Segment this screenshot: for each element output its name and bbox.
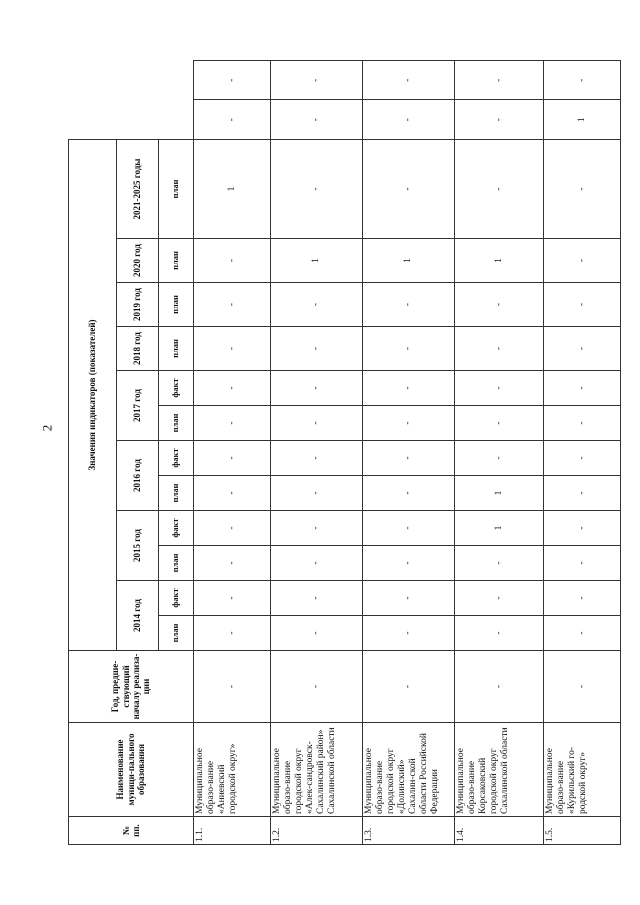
row-value-cell: - xyxy=(194,511,271,546)
row-name: Муниципальное образо-вание городской округ «Долинский» Сахалин-ской области Российской Федерации xyxy=(363,723,455,817)
row-value-cell: - xyxy=(271,616,363,651)
row-value-cell: 1 xyxy=(363,239,455,283)
row-value-cell: - xyxy=(363,546,455,581)
row-value-cell: - xyxy=(271,441,363,476)
row-value-cell: - xyxy=(363,61,455,101)
header-period: 2020 год xyxy=(117,239,159,283)
row-value-cell: - xyxy=(455,327,544,371)
row-value-cell: - xyxy=(271,283,363,327)
row-value-cell: - xyxy=(455,581,544,616)
row-value-cell: - xyxy=(194,616,271,651)
row-value-cell: - xyxy=(455,441,544,476)
header-period: 2018 год xyxy=(117,327,159,371)
row-value-cell: - xyxy=(363,511,455,546)
header-period: 2016 год xyxy=(117,441,159,511)
row-value-cell: - xyxy=(544,476,621,511)
row-value-cell: - xyxy=(363,283,455,327)
header-fact: факт xyxy=(159,511,194,546)
row-value-cell: - xyxy=(544,546,621,581)
header-period: 2015 год xyxy=(117,511,159,581)
header-plan: план xyxy=(159,239,194,283)
indicators-table xyxy=(68,60,621,845)
rotated-table-area xyxy=(68,60,588,845)
header-period: 2017 год xyxy=(117,371,159,441)
header-plan: план xyxy=(159,283,194,327)
row-value-cell: - xyxy=(271,371,363,406)
row-value-cell: - xyxy=(544,327,621,371)
row-name: Муниципальное образо-вание «Курильский го-родской округ» xyxy=(544,723,621,817)
row-value-cell: - xyxy=(363,616,455,651)
row-year-before: - xyxy=(544,651,621,723)
row-value-cell: - xyxy=(271,406,363,441)
row-value-cell: - xyxy=(544,239,621,283)
row-year-before: - xyxy=(363,651,455,723)
row-year-before: - xyxy=(194,651,271,723)
table-row xyxy=(363,61,455,845)
header-year-before: Год, предше-ствующий началу реализа-ции xyxy=(69,651,194,723)
row-value-cell: - xyxy=(194,61,271,101)
row-num: 1.4. xyxy=(455,817,544,845)
row-value-cell: - xyxy=(544,283,621,327)
header-name: Наименование муници-пального образования xyxy=(69,723,194,817)
table-row xyxy=(271,61,363,845)
row-value-cell: - xyxy=(455,100,544,139)
row-value-cell: - xyxy=(455,616,544,651)
row-value-cell: - xyxy=(455,139,544,238)
row-value-cell: - xyxy=(544,511,621,546)
table-wrapper xyxy=(68,60,588,845)
row-value-cell: 1 xyxy=(194,139,271,238)
row-value-cell: 1 xyxy=(455,511,544,546)
row-value-cell: - xyxy=(194,283,271,327)
row-value-cell: - xyxy=(271,476,363,511)
row-value-cell: - xyxy=(544,406,621,441)
row-value-cell: - xyxy=(194,100,271,139)
header-plan: план xyxy=(159,327,194,371)
row-value-cell: - xyxy=(544,371,621,406)
row-value-cell: - xyxy=(194,371,271,406)
row-value-cell: - xyxy=(194,476,271,511)
row-value-cell: - xyxy=(455,371,544,406)
row-value-cell: 1 xyxy=(271,239,363,283)
row-value-cell: - xyxy=(363,327,455,371)
header-fact: факт xyxy=(159,371,194,406)
header-num: № пп. xyxy=(69,817,194,845)
row-value-cell: - xyxy=(194,441,271,476)
row-num: 1.2. xyxy=(271,817,363,845)
row-num: 1.5. xyxy=(544,817,621,845)
row-value-cell: - xyxy=(544,581,621,616)
row-year-before: - xyxy=(455,651,544,723)
table-row xyxy=(455,61,544,845)
row-value-cell: - xyxy=(363,441,455,476)
header-fact: факт xyxy=(159,581,194,616)
row-value-cell: - xyxy=(363,581,455,616)
header-indicators: Значения индикаторов (показателей) xyxy=(69,139,117,650)
row-value-cell: 1 xyxy=(544,100,621,139)
row-value-cell: - xyxy=(194,327,271,371)
row-value-cell: - xyxy=(363,100,455,139)
page-number: 2 xyxy=(39,424,55,432)
row-value-cell: - xyxy=(363,371,455,406)
row-name: Муниципальное образо-вание Корсаковский городской округ Сахалинской области xyxy=(455,723,544,817)
row-value-cell: - xyxy=(194,581,271,616)
header-plan: план xyxy=(159,616,194,651)
row-value-cell: - xyxy=(271,581,363,616)
table-row xyxy=(544,61,621,845)
row-name: Муниципальное образо-вание городской округ «Алек-сандровск-Сахалинский район» Сахалинской области xyxy=(271,723,363,817)
row-name: Муниципальное образо-вание «Аниевский городской округ» xyxy=(194,723,271,817)
header-plan: план xyxy=(159,546,194,581)
row-value-cell: - xyxy=(271,139,363,238)
row-value-cell: - xyxy=(271,61,363,101)
row-value-cell: - xyxy=(271,100,363,139)
row-value-cell: - xyxy=(194,239,271,283)
row-value-cell: - xyxy=(363,476,455,511)
row-value-cell: - xyxy=(455,546,544,581)
row-num: 1.3. xyxy=(363,817,455,845)
row-value-cell: 1 xyxy=(455,476,544,511)
row-value-cell: - xyxy=(194,546,271,581)
header-period: 2021-2025 годы xyxy=(117,139,159,238)
header-fact: факт xyxy=(159,441,194,476)
row-value-cell: - xyxy=(271,327,363,371)
header-plan: план xyxy=(159,406,194,441)
row-value-cell: - xyxy=(544,61,621,101)
header-plan: план xyxy=(159,476,194,511)
table-row xyxy=(194,61,271,845)
header-period: 2014 год xyxy=(117,581,159,651)
row-year-before: - xyxy=(271,651,363,723)
row-value-cell: - xyxy=(455,283,544,327)
row-value-cell: - xyxy=(363,139,455,238)
row-value-cell: 1 xyxy=(455,239,544,283)
row-value-cell: - xyxy=(544,139,621,238)
row-num: 1.1. xyxy=(194,817,271,845)
row-value-cell: - xyxy=(455,406,544,441)
row-value-cell: - xyxy=(544,616,621,651)
header-plan: план xyxy=(159,139,194,238)
row-value-cell: - xyxy=(363,406,455,441)
header-period: 2019 год xyxy=(117,283,159,327)
row-value-cell: - xyxy=(544,441,621,476)
row-value-cell: - xyxy=(271,511,363,546)
row-value-cell: - xyxy=(271,546,363,581)
row-value-cell: - xyxy=(194,406,271,441)
row-value-cell: - xyxy=(455,61,544,101)
table-body xyxy=(194,61,621,845)
